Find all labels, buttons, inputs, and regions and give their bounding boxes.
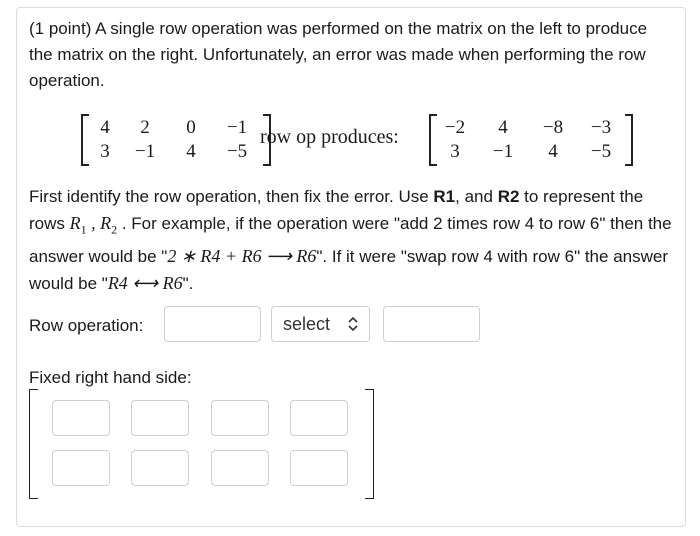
instructions — [29, 184, 677, 297]
fixed-matrix-cell-1-2[interactable] — [131, 400, 189, 436]
right-matrix-cell: 4 — [498, 117, 508, 138]
select-label: select — [283, 314, 331, 334]
right-matrix-cell: −8 — [542, 117, 564, 138]
row-operation-label: Row operation: — [29, 316, 144, 335]
instruction-text: First identify the row operation, then fix the error. Use — [29, 187, 434, 206]
fixed-matrix-cell-2-4[interactable] — [290, 450, 348, 486]
left-matrix-cell: −1 — [226, 117, 248, 138]
left-matrix — [81, 114, 271, 166]
rows-math: $R_1$ , $R_2$ — [69, 213, 118, 237]
left-matrix-cell: 3 — [100, 141, 110, 162]
left-matrix-cell: −1 — [134, 141, 156, 162]
chevron-up-down-icon — [347, 315, 359, 333]
example-swap: R4 ⟷ R6 — [107, 272, 183, 293]
right-matrix-cell: 4 — [548, 141, 558, 162]
right-matrix — [429, 114, 633, 166]
r1-label: R1 — [433, 187, 456, 206]
fixed-matrix-cell-1-1[interactable] — [52, 400, 110, 436]
fixed-matrix-cell-2-1[interactable] — [52, 450, 110, 486]
left-matrix-cell: −5 — [226, 141, 248, 162]
row-operation-select[interactable] — [271, 306, 370, 342]
fixed-matrix-cell-2-2[interactable] — [131, 450, 189, 486]
instruction-text: ". — [182, 273, 194, 293]
instruction-text: . For example, if the operation were "add 2 times row 4 to row 6" then the answer would be " — [29, 214, 672, 266]
fixed-matrix-left-bracket — [29, 389, 38, 499]
fixed-matrix-cell-2-3[interactable] — [211, 450, 269, 486]
row-operation-right-input[interactable] — [383, 306, 480, 342]
problem-intro — [29, 16, 669, 94]
left-matrix-cell: 4 — [186, 141, 196, 162]
example-add: 2 ∗ R4 + R6 ⟶ R6 — [167, 245, 317, 266]
right-matrix-cell: −2 — [444, 117, 466, 138]
right-matrix-cell: −1 — [492, 141, 514, 162]
matrix-row — [17, 114, 677, 166]
right-matrix-cell: −3 — [590, 117, 612, 138]
fixed-matrix-right-bracket — [365, 389, 374, 499]
instruction-text: , and — [455, 187, 498, 206]
row-op-label: row op produces: — [260, 126, 399, 148]
left-matrix-cell: 0 — [186, 117, 196, 138]
fixed-matrix-cell-1-3[interactable] — [211, 400, 269, 436]
intro-text: A single row operation was performed on the matrix on the left to produce the matrix on the right. Unfortunately, an error was made when performing the row operation. — [29, 19, 648, 90]
fixed-rhs-label: Fixed right hand side: — [29, 368, 192, 387]
fixed-matrix-cell-1-4[interactable] — [290, 400, 348, 436]
right-matrix-cell: 3 — [450, 141, 460, 162]
problem-card — [16, 7, 686, 527]
instruction-text: to represent the rows — [29, 187, 644, 233]
instruction-text: ". If it were "swap row 4 with row 6" the answer would be " — [29, 246, 668, 293]
left-matrix-cell: 4 — [100, 117, 110, 138]
left-matrix-cell: 2 — [140, 117, 150, 138]
points-label: (1 point) — [29, 19, 92, 38]
right-matrix-cell: −5 — [590, 141, 612, 162]
row-operation-left-input[interactable] — [164, 306, 261, 342]
r2-label: R2 — [497, 187, 520, 206]
